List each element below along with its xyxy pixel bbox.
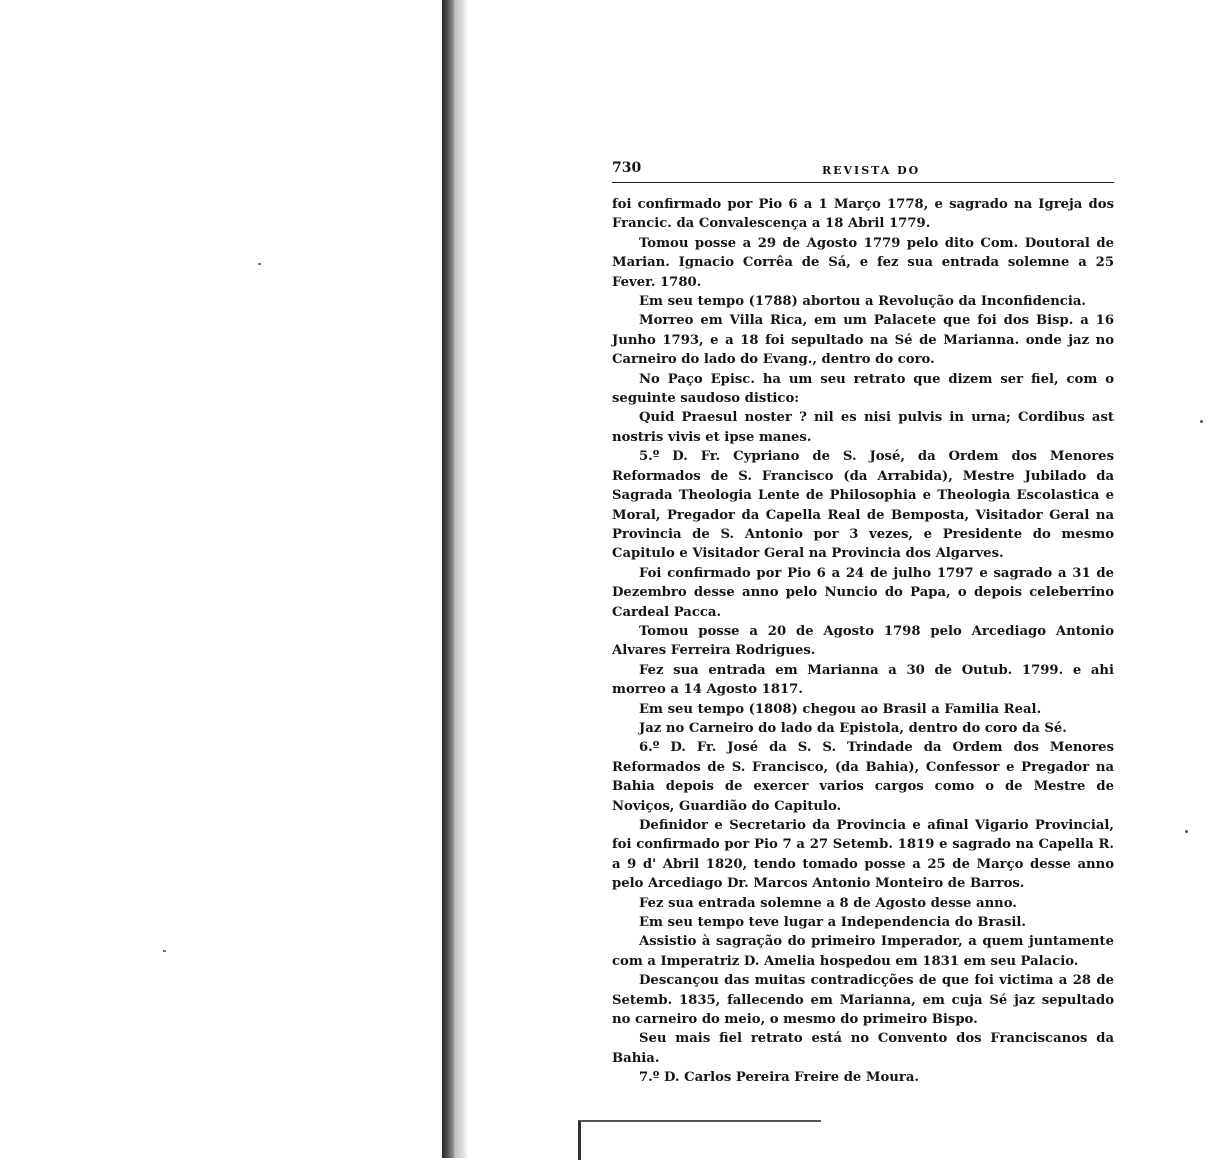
scan-speck xyxy=(258,263,261,265)
paragraph: Jaz no Carneiro do lado da Epistola, dentro do coro da Sé. xyxy=(639,720,1067,736)
paragraph: Em seu tempo teve lugar a Independencia do Brasil. xyxy=(639,915,1027,931)
paragraph: foi confirmado por Pio 6 a 1 Março 1778, e sagrado na Igreja dos Francic. da Convalescença a 18 Abril 1779. xyxy=(612,197,1114,232)
paragraph: Fez sua entrada solemne a 8 de Agosto desse anno. xyxy=(639,895,1017,911)
scan-speck xyxy=(163,950,166,952)
paragraph: Tomou posse a 20 de Agosto 1798 pelo Arcediago Antonio Alvares Ferreira Rodrigues. xyxy=(612,623,1114,659)
paragraph: Fez sua entrada em Marianna a 30 de Outub. 1799. e ahi morreo a 14 Agosto 1817. xyxy=(612,662,1114,698)
scan-speck xyxy=(1200,420,1203,423)
paragraph: Seu mais fiel retrato está no Convento dos Franciscanos da Bahia. xyxy=(612,1031,1114,1066)
paragraph: 6.º D. Fr. José da S. S. Trindade da Ordem dos Menores Reformados de S. Francisco, (da Bahia), Confessor e Pregador na Bahia depois de exercer varios cargos como o de Mestre de Noviços, Guardião do Capitulo. xyxy=(612,740,1114,814)
library-stamp xyxy=(578,1120,821,1160)
page-number: 730 xyxy=(612,160,642,176)
running-title: REVISTA DO xyxy=(822,164,921,177)
paragraph: Morreo em Villa Rica, em um Palacete que foi dos Bisp. a 16 Junho 1793, e a 18 foi sepultado na Sé de Marianna. onde jaz no Carneiro do lado do Evang., dentro do coro. xyxy=(612,313,1114,368)
book-gutter-highlight xyxy=(454,0,468,1158)
paragraph: Tomou posse a 29 de Agosto 1779 pelo dito Com. Doutoral de Marian. Ignacio Corrêa de Sá, e fez sua entrada solemne a 25 Fever. 1780. xyxy=(612,235,1114,290)
paragraph: Em seu tempo (1788) abortou a Revolução da Inconfidencia. xyxy=(639,294,1086,310)
paragraph: No Paço Episc. ha um seu retrato que dizem ser fiel, com o seguinte saudoso distico: xyxy=(612,371,1114,407)
paragraph: Em seu tempo (1808) chegou ao Brasil a Familia Real. xyxy=(639,701,1042,717)
body-text xyxy=(612,195,1114,1088)
book-gutter-shadow xyxy=(442,0,454,1158)
paragraph: 7.º D. Carlos Pereira Freire de Moura. xyxy=(639,1070,919,1086)
paragraph: Assistio à sagração do primeiro Imperador, a quem juntamente com a Imperatriz D. Amelia hospedou em 1831 em seu Palacio. xyxy=(612,934,1114,969)
paragraph: Descançou das muitas contradicções de que foi victima a 28 de Setemb. 1835, fallecendo em Marianna, em cuja Sé jaz sepultado no carneiro do meio, o mesmo do primeiro Bispo. xyxy=(612,973,1114,1028)
paragraph: Quid Praesul noster ? nil es nisi pulvis in urna; Cordibus ast nostris vivis et ipse manes. xyxy=(612,410,1114,445)
paragraph: Foi confirmado por Pio 6 a 24 de julho 1797 e sagrado a 31 de Dezembro desse anno pelo Nuncio do Papa, o depois celeberrino Cardeal Pacca. xyxy=(612,565,1114,620)
running-head xyxy=(612,160,1114,183)
paragraph: 5.º D. Fr. Cypriano de S. José, da Ordem dos Menores Reformados de S. Francisco (da Arrabida), Mestre Jubilado da Sagrada Theologia Lente de Philosophia e Theologia Escolastica e Moral, Pregador da Capella Real de Bemposta, Visitador Geral na Provincia de S. Antonio por 3 vezes, e Presidente do mesmo Capitulo e Visitador Geral na Provincia dos Algarves. xyxy=(612,449,1114,562)
scan-speck xyxy=(1185,830,1188,833)
book-page xyxy=(612,160,1114,1088)
paragraph: Definidor e Secretario da Provincia e afinal Vigario Provincial, foi confirmado por Pio 7 a 27 Setemb. 1819 e sagrado na Capella R. a 9 d' Abril 1820, tendo tomado posse a 25 de Março desse anno pelo Arcediago Dr. Marcos Antonio Monteiro de Barros. xyxy=(612,818,1114,892)
